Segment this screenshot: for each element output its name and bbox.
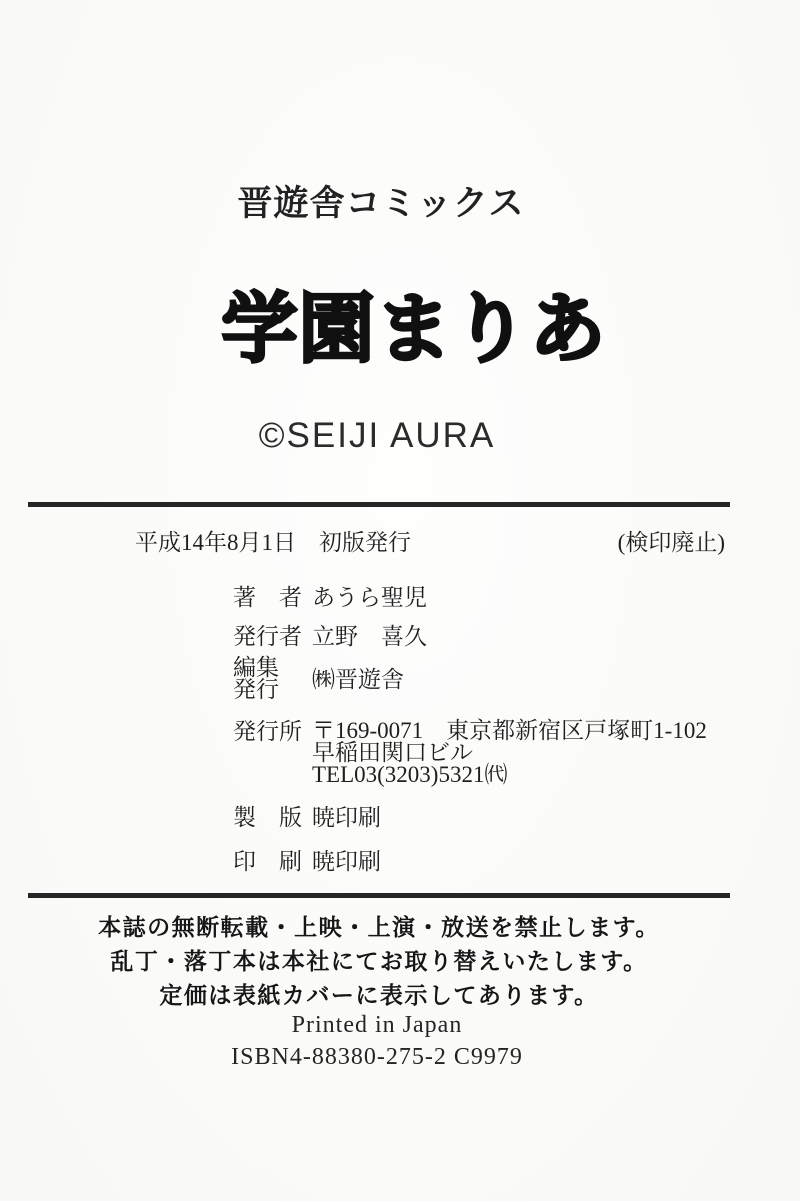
publisher-imprint-label: 晋遊舎コミックス bbox=[237, 184, 525, 223]
row-value-platemaking: 暁印刷 bbox=[312, 805, 381, 830]
colophon-row-printing bbox=[233, 849, 381, 874]
author-copyright-credit: ©SEIJI AURA bbox=[258, 416, 496, 455]
row-value-issuer: 立野 喜久 bbox=[312, 624, 427, 649]
row-value-printing: 暁印刷 bbox=[312, 849, 381, 874]
label-editing: 編集 bbox=[233, 655, 279, 680]
book-title: 学園まりあ bbox=[221, 287, 607, 372]
office-address-line2: 早稲田関口ビル bbox=[312, 740, 473, 765]
colophon-row-office bbox=[233, 718, 707, 787]
row-label-office: 発行所 bbox=[233, 719, 302, 744]
row-value-office-address bbox=[312, 720, 707, 786]
label-publishing: 発行 bbox=[233, 677, 279, 702]
notice-defective-copies: 乱丁・落丁本は本社にてお取り替えいたします。 bbox=[110, 948, 648, 974]
top-divider-rule bbox=[28, 502, 730, 507]
row-value-author: あうら聖児 bbox=[312, 585, 427, 610]
colophon-row-editing-publishing bbox=[233, 655, 404, 702]
row-label-author: 著 者 bbox=[233, 585, 302, 610]
edition-date: 平成14年8月1日 初版発行 bbox=[135, 530, 411, 555]
row-value-publishing-company: ㈱晋遊舎 bbox=[312, 667, 404, 692]
bottom-divider-rule bbox=[28, 893, 730, 898]
colophon-row-platemaking bbox=[233, 805, 381, 830]
office-telephone: TEL03(3203)5321㈹ bbox=[312, 762, 508, 787]
notice-no-reproduction: 本誌の無断転載・上映・上演・放送を禁止します。 bbox=[98, 914, 660, 940]
seal-abolition-note: (検印廃止) bbox=[617, 530, 725, 555]
notice-price-on-cover: 定価は表紙カバーに表示してあります。 bbox=[159, 982, 599, 1008]
printed-in-japan-line: Printed in Japan bbox=[291, 1012, 463, 1038]
office-address-line1: 〒169-0071 東京都新宿区戸塚町1-102 bbox=[312, 718, 707, 743]
colophon-row-author bbox=[233, 585, 427, 610]
row-label-issuer: 発行者 bbox=[233, 624, 302, 649]
isbn-number: ISBN4-88380-275-2 C9979 bbox=[231, 1044, 523, 1070]
row-label-printing: 印 刷 bbox=[233, 849, 302, 874]
edition-date-row bbox=[135, 531, 725, 554]
row-label-editing-publishing bbox=[233, 657, 305, 701]
colophon-row-issuer bbox=[233, 624, 427, 649]
row-label-platemaking: 製 版 bbox=[233, 805, 302, 830]
